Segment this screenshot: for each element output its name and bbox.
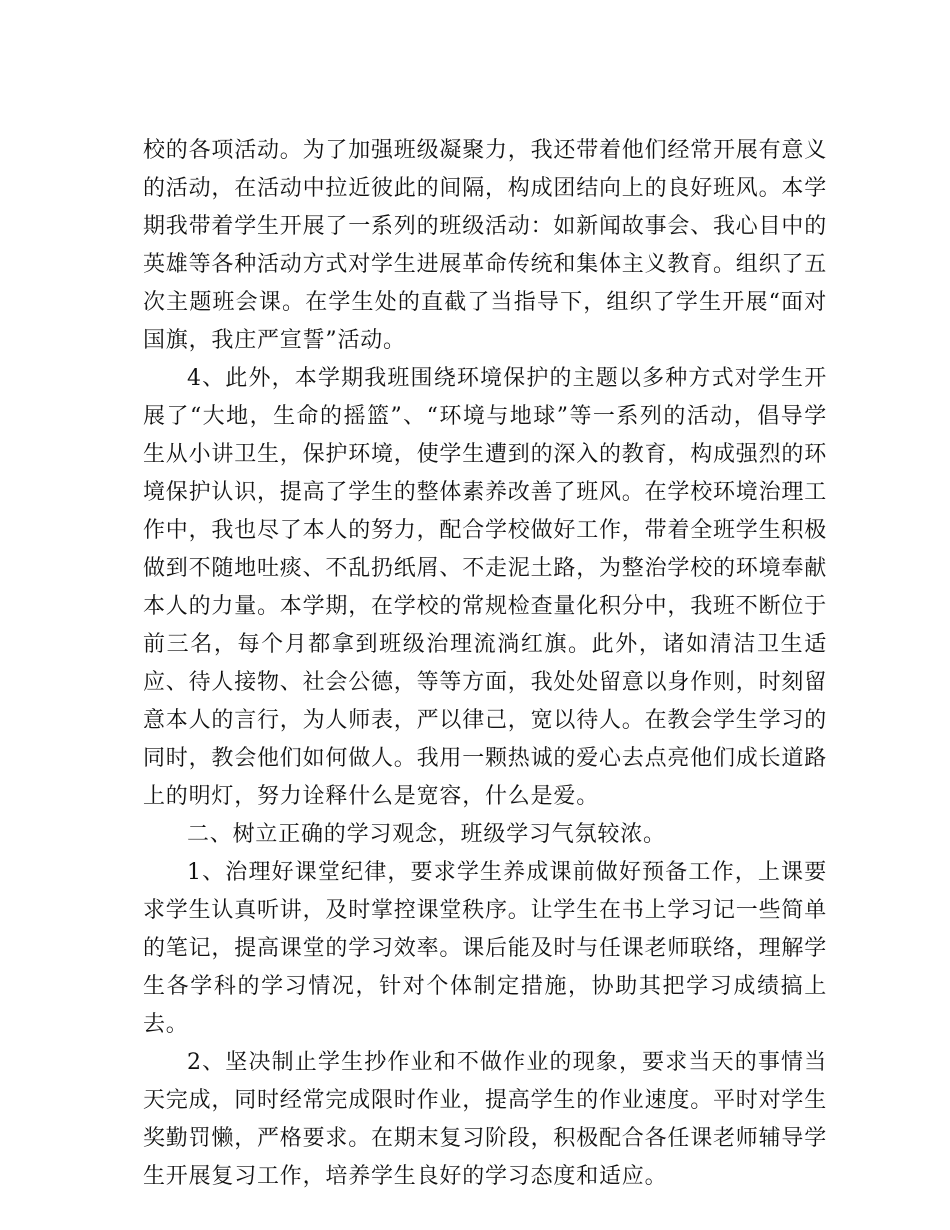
paragraph-classroom-discipline: 1、治理好课堂纪律，要求学生养成课前做好预备工作，上课要求学生认真听讲，及时掌控课堂秩序。让学生在书上学习记一些简单的笔记，提高课堂的学习效率。课后能及时与任课老师联络，理解学生各学科的学习情况，针对个体制定措施，协助其把学习成绩搞上去。: [143, 860, 828, 1037]
document-body: [143, 132, 827, 1196]
paragraph-continued-activities: 校的各项活动。为了加强班级凝聚力，我还带着他们经常开展有意义的活动，在活动中拉近彼此的间隔，构成团结向上的良好班风。本学期我带着学生开展了一系列的班级活动：如新闻故事会、我心目中的英雄等各种活动方式对学生进展革命传统和集体主义教育。组织了五次主题班会课。在学生处的直截了当指导下，组织了学生开展“面对国旗，我庄严宣誓”活动。: [143, 138, 828, 353]
paragraph-homework-rules: 2、坚决制止学生抄作业和不做作业的现象，要求当天的事情当天完成，同时经常完成限时作业，提高学生的作业速度。平时对学生奖勤罚懒，严格要求。在期末复习阶段，积极配合各任课老师辅导学生开展复习工作，培养学生良好的学习态度和适应。: [143, 1050, 828, 1189]
paragraph-environment-protection: 4、此外，本学期我班围绕环境保护的主题以多种方式对学生开展了“大地，生命的摇篮”、“环境与地球”等一系列的活动，倡导学生从小讲卫生，保护环境，使学生遭到的深入的教育，构成强烈的环境保护认识，提高了学生的整体素养改善了班风。在学校环境治理工作中，我也尽了本人的努力，配合学校做好工作，带着全班学生积极做到不随地吐痰、不乱扔纸屑、不走泥土路，为整治学校的环境奉献本人的力量。本学期，在学校的常规检查量化积分中，我班不断位于前三名，每个月都拿到班级治理流淌红旗。此外，诸如清洁卫生适应、待人接物、社会公德，等等方面，我处处留意以身作则，时刻留意本人的言行，为人师表，严以律己，宽以待人。在教会学生学习的同时，教会他们如何做人。我用一颗热诚的爱心去点亮他们成长道路上的明灯，努力诠释什么是宽容，什么是爱。: [143, 366, 828, 809]
section-heading-study-concept: 二、树立正确的学习观念，班级学习气氛较浓。: [187, 822, 666, 847]
